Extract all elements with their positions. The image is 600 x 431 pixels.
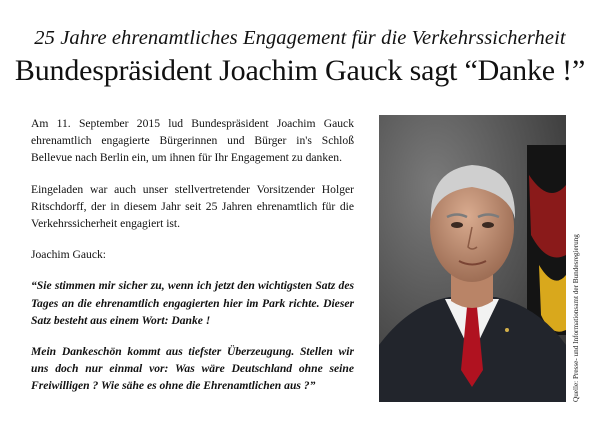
right-eye [482, 222, 494, 228]
page-subtitle: 25 Jahre ehrenamtliches Engagement für die Verkehrssicherheit [34, 27, 566, 49]
left-eye [451, 222, 463, 228]
portrait-photo [379, 115, 566, 402]
article-body [31, 115, 354, 409]
flag-graphic [527, 145, 566, 335]
quote-paragraph-1: “Sie stimmen mir sicher zu, wenn ich jetzt den wichtigsten Satz des Tages an die ehrenamtlich engagierten hier im Park richte. Dieser Satz besteht aus einem Wort: Danke ! [31, 279, 354, 327]
speaker-label: Joachim Gauck: [31, 248, 107, 262]
lapel-pin [505, 328, 509, 332]
page-title: Bundespräsident Joachim Gauck sagt “Danke !” [14, 54, 586, 87]
article-paragraph-invitation: Eingeladen war auch unser stellvertretender Vorsitzender Holger Ritschdorff, der in diesem Jahr seit 25 Jahren ehrenamtlich für die Verkehrssicherheit engagiert ist. [31, 182, 354, 231]
quote-paragraph-2: Mein Dankeschön kommt aus tiefster Überzeugung. Stellen wir uns doch nur einmal vor: Was wäre Deutschland ohne seine Freiwilligen ? Wie sähe es ohne die Ehrenamtlichen aus ?” [31, 345, 354, 393]
portrait-illustration [379, 115, 566, 402]
article-paragraph-intro: Am 11. September 2015 lud Bundespräsident Joachim Gauck ehrenamtlich engagierte Bürgerinnen und Bürger in's Schloß Bellevue nach Berlin ein, um ihnen für Ihr Engagement zu danken. [31, 117, 354, 165]
photo-credit: Quelle: Presse- und Informationsamt der Bundesregierung [572, 234, 580, 402]
